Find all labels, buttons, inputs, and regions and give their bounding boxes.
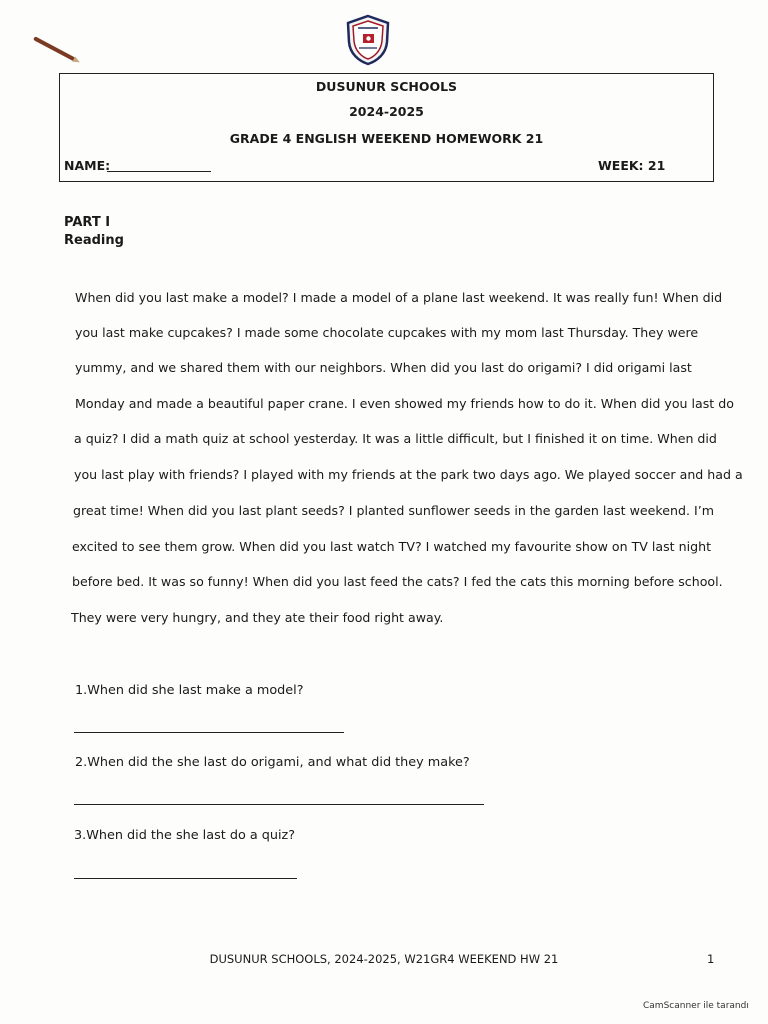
answer-line-1[interactable] bbox=[74, 732, 344, 733]
question-1: 1.When did she last make a model? bbox=[75, 683, 304, 698]
week-label: WEEK: 21 bbox=[598, 158, 666, 173]
school-name: DUSUNUR SCHOOLS bbox=[315, 79, 458, 94]
question-2: 2.When did the she last do origami, and what did they make? bbox=[75, 755, 470, 770]
passage-line: before bed. It was so funny! When did you last feed the cats? I fed the cats this morning before school. bbox=[72, 574, 723, 589]
school-year: 2024-2025 bbox=[349, 104, 424, 119]
name-blank[interactable] bbox=[107, 171, 211, 172]
answer-line-2[interactable] bbox=[74, 804, 484, 805]
school-logo bbox=[344, 14, 392, 66]
scanner-watermark: CamScanner ile tarandı bbox=[643, 1001, 749, 1011]
passage-line: Monday and made a beautiful paper crane. I even showed my friends how to do it. When did you last do bbox=[75, 396, 734, 411]
passage-line: a quiz? I did a math quiz at school yesterday. It was a little difficult, but I finished it on time. When did bbox=[74, 431, 717, 446]
question-3: 3.When did the she last do a quiz? bbox=[74, 828, 296, 843]
header-box bbox=[59, 73, 714, 182]
passage-line: great time! When did you last plant seeds? I planted sunflower seeds in the garden last weekend. I’m bbox=[73, 503, 714, 518]
passage-line: When did you last make a model? I made a model of a plane last weekend. It was really fun! When did bbox=[75, 290, 723, 305]
pencil-mark bbox=[33, 36, 75, 61]
part-subtitle: Reading bbox=[64, 233, 124, 248]
name-label: NAME: bbox=[64, 158, 111, 173]
passage-line: yummy, and we shared them with our neighbors. When did you last do origami? I did origami last bbox=[75, 360, 692, 375]
passage-line: They were very hungry, and they ate their food right away. bbox=[71, 610, 444, 625]
passage-line: you last play with friends? I played with my friends at the park two days ago. We played soccer and had a bbox=[74, 467, 743, 482]
part-title: PART I bbox=[64, 215, 111, 230]
passage-line: you last make cupcakes? I made some chocolate cupcakes with my mom last Thursday. They were bbox=[75, 325, 699, 340]
answer-line-3[interactable] bbox=[74, 878, 297, 879]
page-number: 1 bbox=[707, 952, 715, 966]
passage-line: excited to see them grow. When did you last watch TV? I watched my favourite show on TV last night bbox=[72, 539, 712, 554]
page-footer: DUSUNUR SCHOOLS, 2024-2025, W21GR4 WEEKEND HW 21 bbox=[209, 952, 559, 966]
homework-title: GRADE 4 ENGLISH WEEKEND HOMEWORK 21 bbox=[229, 131, 544, 146]
